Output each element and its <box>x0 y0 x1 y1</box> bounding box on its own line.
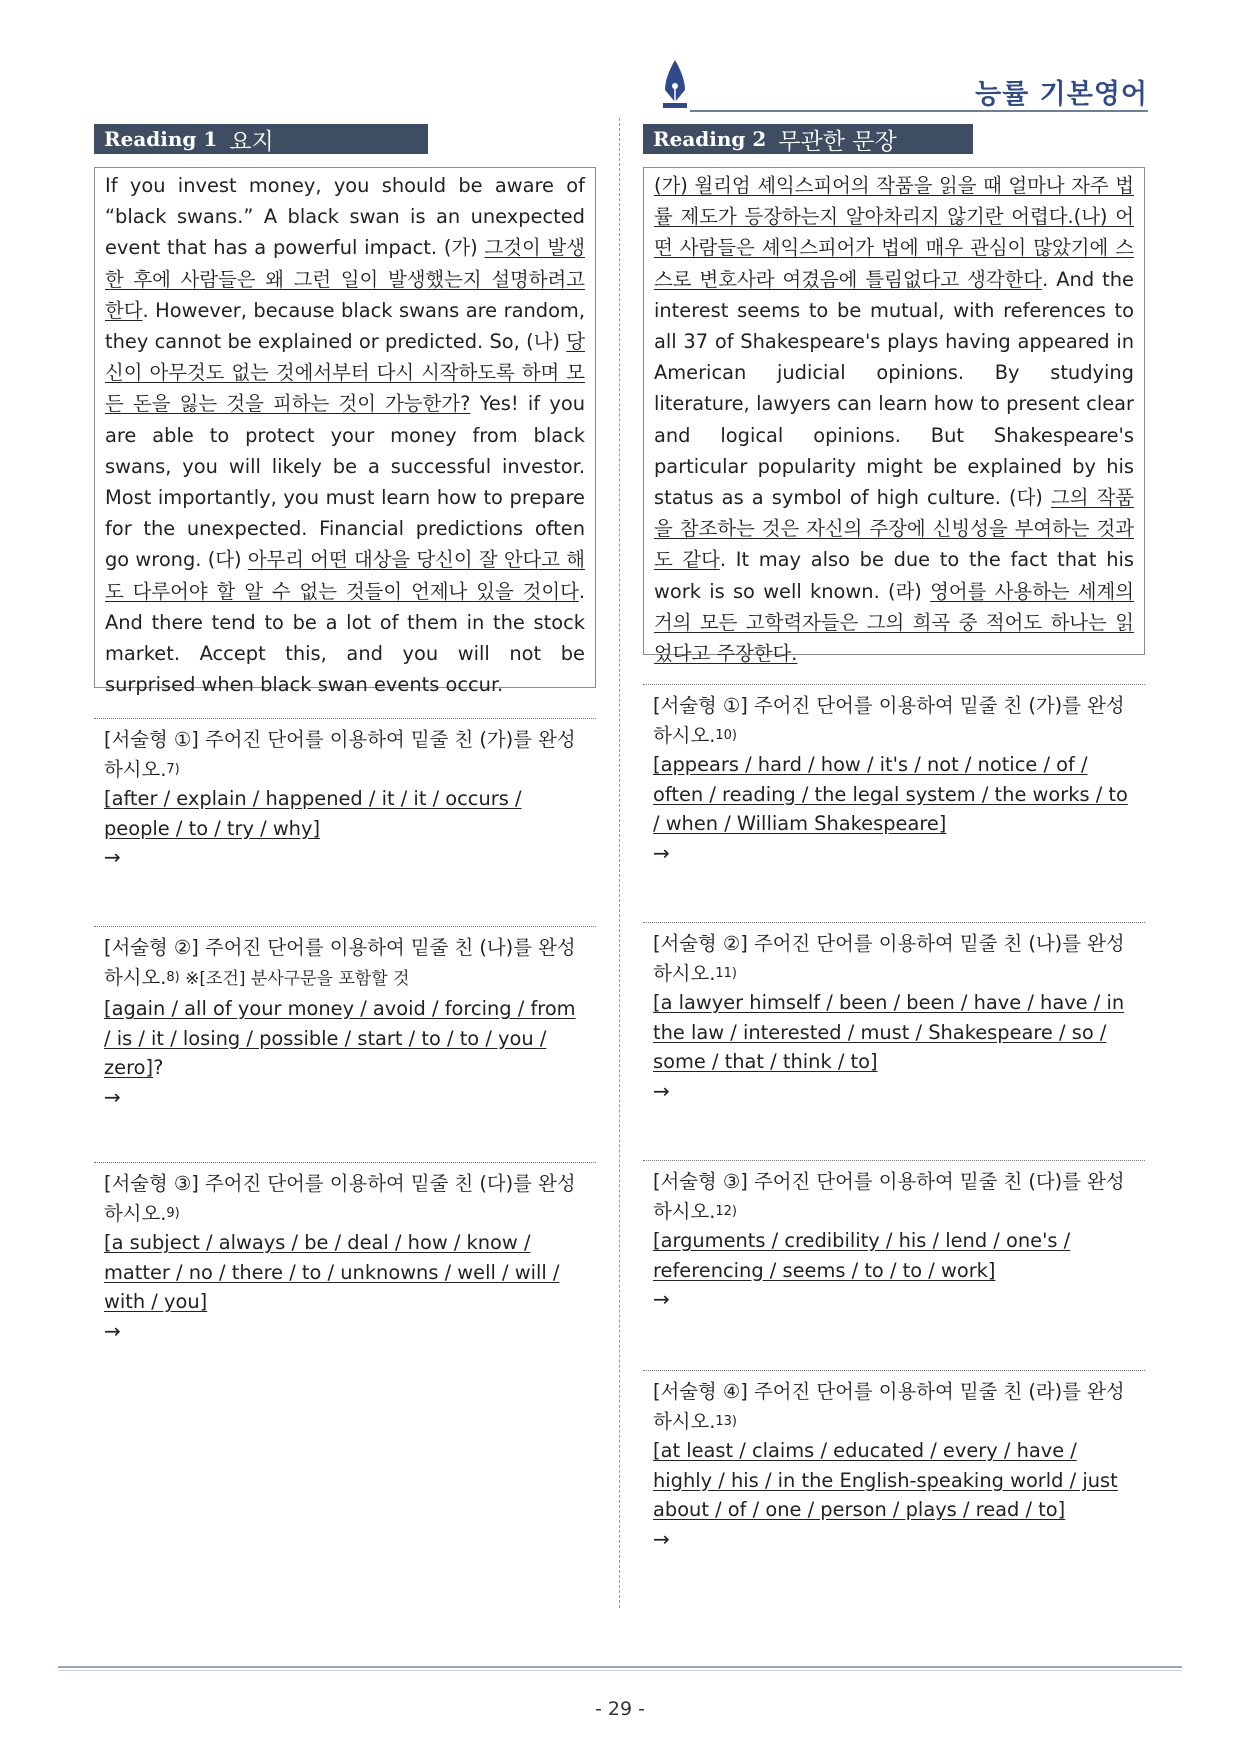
question-note: ※[조건] 분사구문을 포함할 것 <box>179 968 410 989</box>
footnote-ref: 7) <box>166 761 180 777</box>
reading1-question-3 <box>94 1162 596 1346</box>
footnote-ref: 12) <box>715 1203 737 1219</box>
question-title: [서술형 ①] 주어진 단어를 이용하여 밑줄 친 (가)를 완성하시오. <box>104 728 576 781</box>
answer-arrow: → <box>653 1287 670 1311</box>
answer-arrow: → <box>653 1078 670 1103</box>
word-bank: [a subject / always / be / deal / how / know / matter / no / there / to / unknowns / well / will / with / you] <box>104 1231 560 1313</box>
word-bank: [at least / claims / educated / every / have / highly / his / in the English-speaking world / just about / of / one / person / plays / read / to] <box>653 1439 1118 1521</box>
underlined-na: 당신이 아무것도 없는 것에서부터 다시 시작하도록 하며 모든 돈을 잃는 것을 피하는 것이 가능한가? <box>105 330 585 416</box>
word-bank: [arguments / credibility / his / lend / one's / referencing / seems / to / to / work] <box>653 1229 1071 1282</box>
footnote-ref: 11) <box>715 965 737 981</box>
reading1-question-1 <box>94 718 596 873</box>
footnote-ref: 10) <box>715 727 737 743</box>
underlined-ga: (가) 윌리엄 셰익스피어의 작품을 읽을 때 얼마나 자주 법률 제도가 등장하는지 알아차리지 않기란 어렵다. <box>654 174 1134 229</box>
passage-text: . It may also be due to the fact that his work is so well known. (라) <box>654 548 1134 603</box>
answer-arrow: → <box>104 1084 121 1109</box>
question-title: [서술형 ④] 주어진 단어를 이용하여 밑줄 친 (라)를 완성하시오. <box>653 1380 1125 1433</box>
passage-text: . However, because black swans are random, they cannot be explained or predicted. So, (나) <box>105 298 585 354</box>
question-title: [서술형 ②] 주어진 단어를 이용하여 밑줄 친 (나)를 완성하시오. <box>653 932 1125 985</box>
passage-text: . And there tend to be a lot of them in the stock market. Accept this, and you will not be surprised when black swan events occur. <box>105 579 585 697</box>
footnote-ref: 9) <box>166 1205 180 1221</box>
footnote-ref: 8) <box>166 969 180 985</box>
underlined-ra: 영어를 사용하는 세계의 거의 모든 고학력자들은 그의 희곡 중 적어도 하나는 읽었다고 주장한다. <box>654 579 1134 666</box>
footnote-ref: 13) <box>715 1413 737 1429</box>
brand-title: 능률 기본영어 <box>975 79 1148 110</box>
question-title: [서술형 ①] 주어진 단어를 이용하여 밑줄 친 (가)를 완성하시오. <box>653 694 1125 747</box>
answer-arrow: → <box>653 840 670 865</box>
question-title: [서술형 ③] 주어진 단어를 이용하여 밑줄 친 (다)를 완성하시오. <box>104 1172 576 1225</box>
footer-rule <box>58 1666 1182 1668</box>
answer-arrow: → <box>104 1318 121 1343</box>
underlined-da: 아무리 어떤 대상을 당신이 잘 안다고 해도 다루어야 할 알 수 없는 것들이 언제나 있을 것이다 <box>105 548 585 603</box>
passage-text: . And the interest seems to be mutual, with references to all 37 of Shakespeare's plays having appeared in American judicial opinions. By studying literature, lawyers can learn how to present clear and logical opinions. But Shakespeare's particular popularity might be explained by his status as a symbol of high culture. (다) <box>654 267 1134 510</box>
answer-arrow: → <box>104 845 121 869</box>
question-title: [서술형 ②] 주어진 단어를 이용하여 밑줄 친 (나)를 완성하시오. <box>104 936 576 989</box>
answer-arrow: → <box>653 1526 670 1551</box>
reading2-kind: 무관한 문장 <box>778 128 897 155</box>
reading1-header <box>94 124 428 154</box>
reading1-kind: 요지 <box>229 128 274 155</box>
word-bank: [appears / hard / how / it's / not / notice / of / often / reading / the legal system / the works / to / when / William Shakespeare] <box>653 753 1128 835</box>
underlined-ga: 그것이 발생한 후에 사람들은 왜 그런 일이 발생했는지 설명하려고 한다 <box>105 236 585 322</box>
reading2-question-4 <box>643 1370 1145 1554</box>
reading2-passage <box>643 167 1145 666</box>
reading2-question-1 <box>643 684 1145 868</box>
fountain-pen-icon <box>660 58 690 110</box>
reading2-header <box>643 124 973 154</box>
question-title: [서술형 ③] 주어진 단어를 이용하여 밑줄 친 (다)를 완성하시오. <box>653 1170 1125 1223</box>
reading1-passage <box>94 167 596 697</box>
reading2-question-3 <box>643 1160 1145 1315</box>
reading2-label: Reading 2 <box>653 127 767 151</box>
brand-rule <box>690 110 1148 112</box>
underlined-da: 그의 작품을 참조하는 것은 자신의 주장에 신빙성을 부여하는 것과도 같다 <box>654 486 1134 572</box>
reading2-question-2 <box>643 922 1145 1106</box>
footer-rule <box>58 1670 1182 1671</box>
word-bank-tail: ? <box>153 1056 164 1079</box>
column-divider <box>619 118 620 1608</box>
brand-header <box>660 58 1148 112</box>
word-bank: [again / all of your money / avoid / forcing / from / is / it / losing / possible / start / to / to / you / zero] <box>104 997 576 1079</box>
word-bank: [a lawyer himself / been / been / have / have / in the law / interested / must / Shakespeare / so / some / that / think / to] <box>653 991 1125 1073</box>
reading1-label: Reading 1 <box>104 127 218 151</box>
page-number: - 29 - <box>595 1698 645 1720</box>
passage-text: Yes! if you are able to protect your money from black swans, you will likely be a successful investor. Most importantly, you must learn how to prepare for the unexpected. Financial predictions often go wrong. (다) <box>105 392 585 572</box>
underlined-na: (나) 어떤 사람들은 셰익스피어가 법에 매우 관심이 많았기에 스스로 변호사라 여겼음에 틀림없다고 생각한다 <box>654 205 1135 291</box>
passage-text: If you invest money, you should be aware of “black swans.” A black swan is an unexpected event that has a powerful impact. (가) <box>105 174 585 260</box>
reading1-question-2 <box>94 926 596 1112</box>
word-bank: [after / explain / happened / it / it / occurs / people / to / try / why] <box>104 787 522 840</box>
